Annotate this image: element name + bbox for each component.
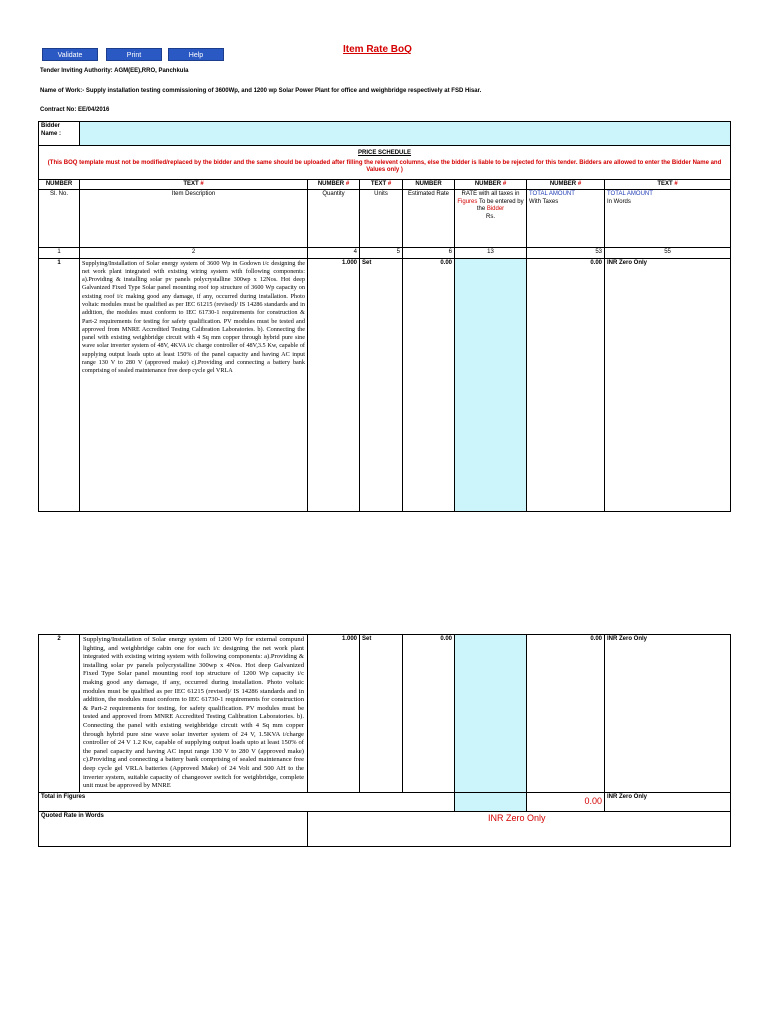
validate-button[interactable]: Validate (42, 48, 98, 61)
table-row (39, 635, 731, 793)
help-button[interactable]: Help (168, 48, 224, 61)
header-est-rate: Estimated Rate (403, 190, 455, 248)
item-total-words: INR Zero Only (605, 635, 731, 793)
item-description: Supplying/Installation of Solar energy system of 1200 Wp for external compund lighting, and weighbridge cabin one for each i/c designing the net work plant integrated with existing wiring system with following components: a).Providing & installing solar pv panels polycrystalline 300wp x 4Nos. Hot deep Galvanized Fixed Type Solar panel mounting roof top structure of 1200 Wp capacity i/c making good any damage, if any, occurred during installation. Photo voltaic modules must be qualified as per IEC 61215 (revised)/ IS 14286 standards and in addition, the modules must conform to IEC 61730-1 requirements for construction & Part-2 requirements for testing, for safety qualification. PV modules must be tested and approved from MNRE Accredited Testing Calibration Laboratories. b). Connecting the panel with existing weighbridge circuit with 4 Sq mm copper through hybrid pure sine wave solar inverter system of 24 V, 1.5KVA i/charge controller of 24 V 1.2 Kw, capable of supplying output loads upto at least 150% of the panel capacity and having AC input range 130 V to 280 V (approved make) c).Providing and connecting a battery bank comprising of sealed maintenance free deep cycle gel VRLA batteries (Approved Make) of 24 Volt and 500 AH to the inverter system, suitable capacity of changeover switch for weighbridge, complete unit must be approved by MNRE (80, 635, 308, 793)
totals-label: Total in Figures (39, 792, 455, 811)
item-qty: 1.000 (308, 635, 360, 793)
item-sl: 2 (39, 635, 80, 793)
totals-words: INR Zero Only (605, 792, 731, 811)
item-sl: 1 (39, 258, 80, 511)
item-est-rate: 0.00 (403, 258, 455, 511)
price-schedule-heading: PRICE SCHEDULE (358, 150, 412, 156)
column-number-row: 1 2 4 5 6 13 53 55 (39, 248, 731, 259)
contract-no: Contract No: EE/04/2016 (40, 107, 110, 113)
header-total-taxes: TOTAL AMOUNT With Taxes (527, 190, 605, 248)
quoted-label: Quoted Rate in Words (39, 811, 308, 846)
type-row: NUMBER TEXT # NUMBER # TEXT # NUMBER NUMBER # NUMBER # TEXT # (39, 179, 731, 190)
item-total-words: INR Zero Only (605, 258, 731, 511)
rate-input[interactable] (455, 635, 527, 793)
rate-input[interactable] (455, 258, 527, 511)
item-units: Set (360, 635, 403, 793)
table-row (39, 258, 731, 511)
item-total: 0.00 (527, 635, 605, 793)
totals-row (39, 792, 731, 811)
bidder-name-label: Bidder Name : (39, 122, 80, 146)
header-sl: Sl. No. (39, 190, 80, 248)
name-of-work: Name of Work:- Supply installation testing commissioning of 3600Wp, and 1200 wp Solar Power Plant for office and weighbridge respectively at FSD Hisar. (40, 88, 482, 94)
bidder-name-input[interactable] (80, 122, 731, 146)
header-rate: RATE with all taxes in Figures To be entered by the Bidder Rs. (455, 190, 527, 248)
quoted-value: INR Zero Only (308, 811, 731, 846)
item-units: Set (360, 258, 403, 511)
item-description: Supplying/Installation of Solar energy system of 3600 Wp in Godown i/c designing the net work plant integrated with existing wiring system with following components: a).Providing & installing solar pv panels polycrystalline 300wp x 12Nos. Hot deep Galvanized Fixed Type Solar panel mounting roof top structure of 3600 Wp capacity on existing roof i/c making good any damage, if any, occurred during installation. Photo voltaic modules must be qualified as per IEC 61215 (revised)/ IS 14286 standards and in addition, the modules must conform to IEC 61730-1 requirements for construction & Part-2 requirements for testing for safety qualification. PV modules must be tested and approved from MNRE Accredited Testing Calibration Laboratories. b). Connecting the panel with existing weighbridge circuit with 4 Sq mm copper through hybrid pure sine wave solar inverter system of 48V, 4KVA i/c charge controller of 48V,3.5 Kw, capable of supplying output loads upto at least 150% of the panel capacity and having AC input range 130 V to 280 V (approved make) c).Providing and connecting a battery bank comprising of sealed maintenance free deep cycle gel VRLA (82, 259, 305, 375)
header-units: Units (360, 190, 403, 248)
header-row (39, 190, 731, 248)
header-qty: Quantity (308, 190, 360, 248)
item-qty: 1.000 (308, 258, 360, 511)
boq-table-continued (38, 634, 731, 847)
header-total-words: TOTAL AMOUNT In Words (605, 190, 731, 248)
item-est-rate: 0.00 (403, 635, 455, 793)
tender-authority: Tender Inviting Authority: AGM(EE),RRO, Panchkula (40, 68, 189, 74)
header-desc: Item Description (80, 190, 308, 248)
totals-value: 0.00 (527, 792, 605, 811)
print-button[interactable]: Print (106, 48, 162, 61)
item-total: 0.00 (527, 258, 605, 511)
quoted-row (39, 811, 731, 846)
warning-text: (This BOQ template must not be modified/replaced by the bidder and the same should be uploaded after filling the relevent columns, else the bidder is liable to be rejected for this tender. Bidders are allowed to enter the Bidder Name and Values only ) (39, 159, 731, 180)
boq-table (38, 121, 731, 512)
page-title: Item Rate BoQ (343, 44, 412, 55)
